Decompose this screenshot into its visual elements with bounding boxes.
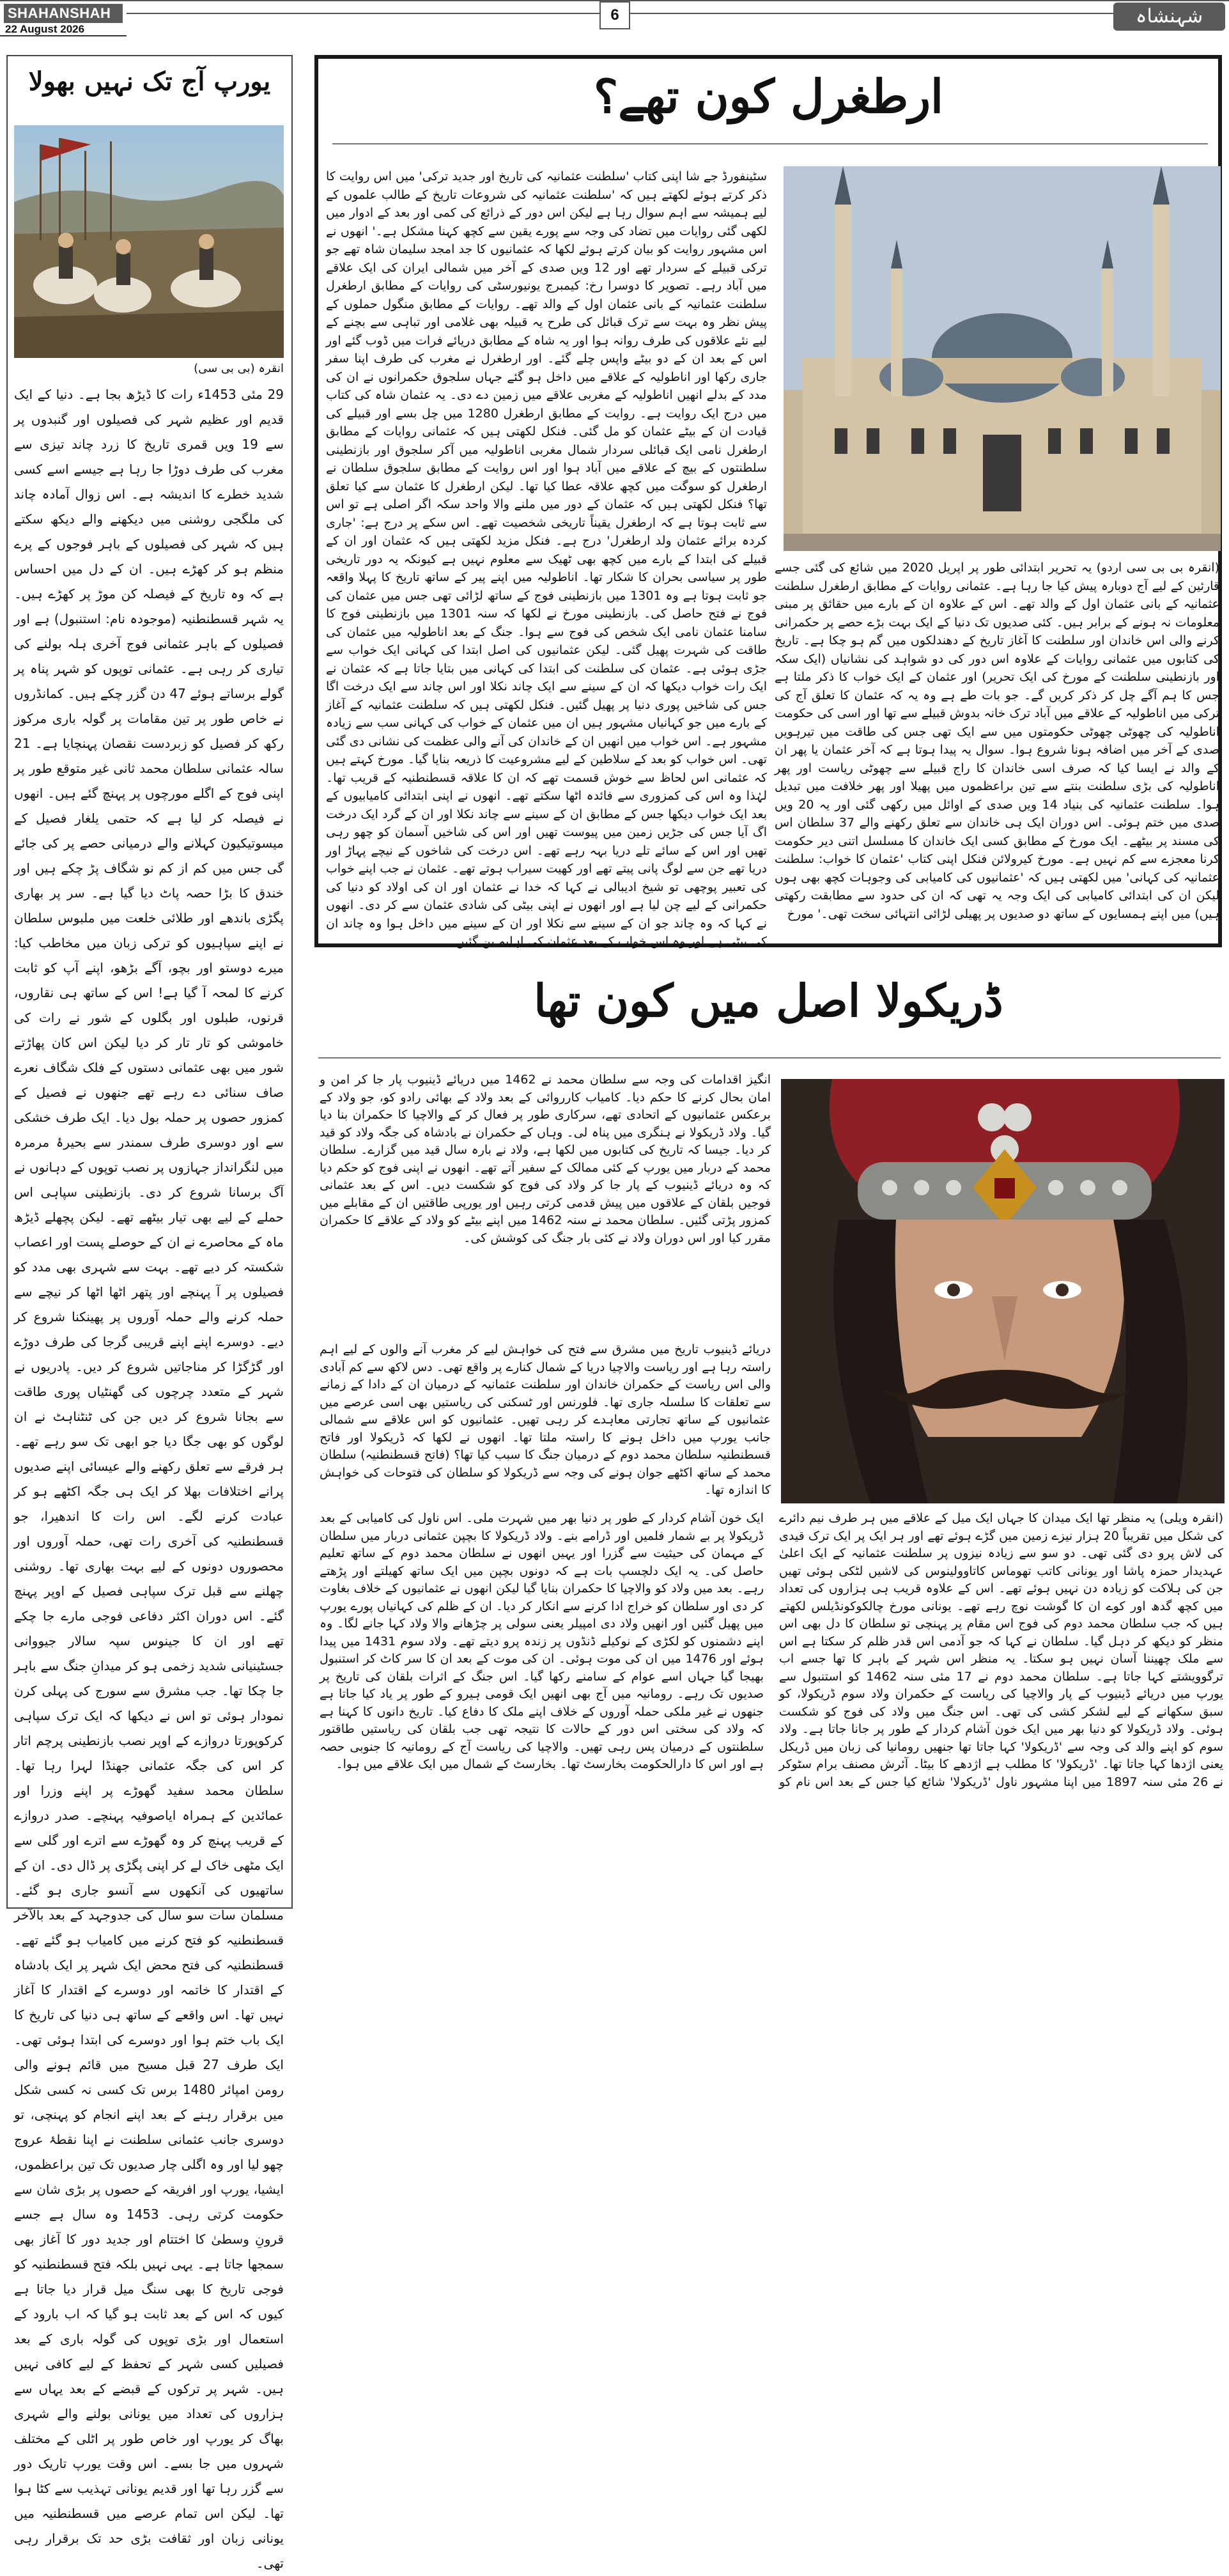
vlad-portrait-illustration: [781, 1079, 1225, 1503]
article2-body-middle: دریائے ڈینیوب تاریخ میں مشرق سے فتح کی خواہش لیے کر مغرب آنے والوں کے لیے اہم راستہ رہا ہے اور ریاست والاچیا دریا کے شمال کنارے پر واقع تھی۔ دس لاکھ سے کم آبادی والی اس ریاست کے حکمران خاندان اور سلطنت عثمانیہ کے درمیان ان کے دادا کے زمانے سے تعلقات کا سلسلہ جاری تھا۔ فلورنس اور ٹسکنی کی ریاستیں بھی اسی عرصے میں عثمانیوں کے ساتھ تجارتی معاہدے کر رہی تھیں۔ عثمانیوں کو اس علاقے سے شمالی جانب یورپ میں داخل ہونے کا راستہ ملتا تھا۔ انھوں نے لکھا کہ ڈریکولا اور فاتح قسطنطنیہ سلطان محمد دوم کے درمیان جنگ کا سبب کیا تھا؟ (فاتح قسطنطنیہ) سلطان محمد کے ساتھ اکٹھے جوان ہونے کی وجہ سے ڈریکولا کو سلطان کی فتوحات کی خواہش کا اندازہ تھا۔: [320, 1342, 771, 1497]
sidebar-article-body: 29 مئی 1453ء رات کا ڈیڑھ بجا ہے۔ دنیا کے ایک قدیم اور عظیم شہر کی فصیلوں اور گنبدوں پر سے 19 ویں قمری تاریخ کا زرد چاند تیزی سے مغرب کی طرف دوڑا جا رہا ہے جیسے اسے کسی شدید خطرے کا اندیشہ ہے۔ اس زوال آمادہ چاند کی ملگجی روشنی میں دیکھنے والے دیکھ سکتے ہیں کہ شہر کی فصیلوں کے باہر فوجوں کے پرے منظم ہو کر کھڑے ہیں۔ ان کے دل میں احساس ہے کہ وہ تاریخ کے فیصلہ کن موڑ پر کھڑے ہیں۔ یہ شہر قسطنطنیہ (موجودہ نام: استنبول) ہے اور فصیلوں کے باہر عثمانی فوج آخری ہلہ بولنے کی تیاری کر رہی ہے۔ عثمانی توپوں کو شہر پناہ پر گولے برساتے ہوئے 47 دن گزر چکے ہیں۔ کمانڈروں نے خاص طور پر تین مقامات پر گولہ باری مرکوز رکھ کر فصیل کو زبردست نقصان پہنچایا ہے۔ 21 سالہ عثمانی سلطان محمد ثانی غیر متوقع طور پر اپنی فوج کے اگلے مورچوں پر پہنچ گئے ہیں۔ انھوں نے فیصلہ کر لیا ہے کہ حتمی یلغار فصیل کے میسوتیکیون کہلانے والے درمیانی حصے پر کی جائے گی جس میں کم از کم نو شگاف پڑ چکے ہیں اور خندق کا بڑا حصہ پاٹ دیا گیا ہے۔ سر پر بھاری پگڑی باندھے اور طلائی خلعت میں ملبوس سلطان نے اپنے سپاہیوں کو ترکی زبان میں مخاطب کیا: میرے دوستو اور بچو، آگے بڑھو، اپنے آپ کو ثابت کرنے کا لمحہ آ گیا ہے! اس کے ساتھ ہی نقاروں، قرنوں، طبلوں اور بگلوں کے شور نے رات کی خاموشی کو تار تار کر دیا لیکن اس کان پھاڑتے شور میں بھی عثمانی دستوں کے فلک شگاف نعرے صاف سنائی دے رہے تھے جنھوں نے فصیل کے کمزور حصوں پر حملہ بول دیا۔ ایک طرف خشکی سے اور دوسری طرف سمندر سے بحیرۂ مرمرہ میں لنگرانداز جہازوں پر نصب توپوں کے دہانوں نے آگ برسانا شروع کر دی۔ بازنطینی سپاہی اس حملے کے لیے بھی تیار بیٹھے تھے۔ لیکن پچھلے ڈیڑھ ماہ کے محاصرے نے ان کے حوصلے پست اور اعصاب شکستہ کر دیے تھے۔ بہت سے شہری بھی مدد کو فصیلوں پر آ پہنچے اور پتھر اٹھا اٹھا کر نیچے سے حملہ کرنے والے حملہ آوروں پر پھینکنا شروع کر دیے۔ دوسرے اپنے اپنے قریبی گرجا کی طرف دوڑے اور گڑگڑا کر مناجاتیں شروع کر دیں۔ پادریوں نے شہر کے متعدد چرچوں کی گھنٹیاں پوری طاقت سے بجانا شروع کر دیں جن کی ٹنٹناہٹ نے ان لوگوں کو بھی جگا دیا جو ابھی تک سو رہے تھے۔ ہر فرقے سے تعلق رکھنے والے عیسائی اپنے صدیوں پرانے اختلافات بھلا کر ایک ہی جگہ اکٹھے ہو کر عبادت کرنے لگے۔ اس رات کا اندھیرا، جو قسطنطنیہ کی آخری رات تھی، حملہ آوروں اور محصوروں دونوں کے لیے بہت بھاری تھا۔ روشنی چھلنے سے قبل ترک سپاہی فصیل کے اوپر پہنچ گئے۔ اس دوران اکثر دفاعی فوجی مارے جا چکے تھے اور ان کا جینوس سپہ سالار جیووانی جسٹینیانی شدید زخمی ہو کر میدانِ جنگ سے باہر جا چکا تھا۔ جب مشرق سے سورج کی پہلی کرن نمودار ہوئی تو اس نے دیکھا کہ ایک ترک سپاہی کرکوپورتا دروازے کے اوپر نصب بازنطینی پرچم اتار کر اس کی جگہ عثمانی جھنڈا لہرا رہا تھا۔ سلطان محمد سفید گھوڑے پر اپنے وزرا اور عمائدین کے ہمراہ ایاصوفیہ پہنچے۔ صدر دروازے کے قریب پہنچ کر وہ گھوڑے سے اترے اور گلی سے ایک مٹھی خاک لے کر اپنی پگڑی پر ڈال دی۔ ان کے ساتھیوں کی آنکھوں سے آنسو جاری ہو گئے۔ مسلمان سات سو سال کی جدوجہد کے بعد بالآخر قسطنطنیہ کو فتح کرنے میں کامیاب ہو گئے تھے۔ قسطنطنیہ کی فتح محض ایک شہر پر ایک بادشاہ کے اقتدار کا خاتمہ اور دوسرے کے اقتدار کا آغاز نہیں تھا۔ اس واقعے کے ساتھ ہی دنیا کی تاریخ کا ایک باب ختم ہوا اور دوسرے کی ابتدا ہوئی تھی۔ ایک طرف 27 قبل مسیح میں قائم ہونے والی رومن امپائر 1480 برس تک کسی نہ کسی شکل میں برقرار رہنے کے بعد اپنے انجام کو پہنچی، تو دوسری جانب عثمانی سلطنت نے اپنا نقطۂ عروج چھو لیا اور وہ اگلی چار صدیوں تک تین براعظموں، ایشیا، یورپ اور افریقہ کے حصوں پر بڑی شان سے حکومت کرتی رہی۔ 1453 وہ سال ہے جسے قرونِ وسطیٰ کا اختتام اور جدید دور کا آغاز بھی سمجھا جاتا ہے۔ یہی نہیں بلکہ فتح قسطنطنیہ کو فوجی تاریخ کا بھی سنگ میل قرار دیا جاتا ہے کیوں کہ اس کے بعد ثابت ہو گیا کہ اب بارود کے استعمال اور بڑی توپوں کی گولہ باری کے بعد فصیلیں کسی شہر کے تحفظ کے لیے کافی نہیں ہیں۔ شہر پر ترکوں کے قبضے کے بعد یہاں سے ہزاروں کی تعداد میں یونانی بولنے والے شہری بھاگ کر یورپ اور خاص طور پر اٹلی کے مختلف شہروں میں جا بسے۔ اس وقت یورپ تاریک دور سے گزر رہا تھا اور قدیم یونانی تہذیب سے کٹا ہوا تھا۔ لیکن اس تمام عرصے میں قسطنطنیہ میں یونانی زبان اور ثقافت بڑی حد تک برقرار رہی تھی۔: [14, 387, 284, 2571]
masthead-urdu: شہنشاہ: [1135, 5, 1203, 27]
mosque-illustration: [784, 166, 1221, 551]
article1-column-left: سٹینفورڈ جے شا اپنی کتاب 'سلطنت عثمانیہ کی تاریخ اور جدید ترکی' میں اس روایت کا ذکر کرتے ہوئے لکھتے ہیں کہ 'سلطنت عثمانیہ کی شروعات تاریخ کے طالب علموں کے لیے ہمیشہ سے اہم سوال رہا ہے لیکن اس دور کے ذرائع کی کمی اور بعد کے ادوار میں لکھی گئی روایات میں تضاد کی وجہ سے پورے یقین سے کچھ کہنا مشکل ہے۔' انھوں نے اس مشہور روایت کو بیان کرتے ہوئے لکھا کہ عثمانیوں کا جد امجد سلیمان شاہ تھے جو ترکی قبیلے کے سردار تھے اور 12 ویں صدی کے آخر میں شمالی ایران کی ایک علاقے میں آباد رہے۔ تصویر کا دوسرا رخ: کیمبرج یونیورسٹی کی روایات کے مطابق ارطغرل سلطنت عثمانیہ کے بانی عثمان اول کے والد تھے۔ روایات کے مطابق منگول حملوں کے پیش نظر وہ بہت سے ترک قبائل کی طرح یہ قبیلہ بھی غلامی اور تباہی سے بچنے کے لیے نئے علاقوں کی طرف روانہ ہوا اور یہ شاہ کے مطابق دریائے فرات میں ڈوب گئے اور اس کے بعد ان کے دو بیٹے واپس چلے گئے۔ اور ارطغرل نے مغرب کی طرف اپنا سفر جاری رکھا اور اناطولیہ کے علاقے میں داخل ہو گئے جہاں سلجوق حکمرانوں نے ان کی مدد کے بدلے انھیں اناطولیہ کے مغربی علاقے میں زمین دے دی۔ یہ عثمان شاہ کی کتاب میں درج ایک روایت ہے۔ روایت کے مطابق ارطغرل 1280 میں چل بسے اور قبیلے کی قیادت ان کے بیٹے عثمان کو مل گئی۔ فنکل لکھتی ہیں کہ عثمانی روایات کے مطابق ارطغرل نامی ایک قبائلی سردار شمال مغربی اناطولیہ میں آکر سلجوق اور بازنطینی سلطنتوں کے بیچ کے علاقے میں آباد ہوا اور اس روایت کے مطابق سلجوق سلطان نے ارطغرل کو سوگت میں کچھ علاقہ عطا کیا تھا۔ لیکن ارطغرل کا عثمان سے کیا تعلق تھا؟ فنکل لکھتی ہیں کہ عثمان کے دور میں ملنے والا واحد سکہ اگر اصلی ہے تو اس سے ثابت ہوتا ہے کہ ارطغرل یقیناً تاریخی شخصیت تھے۔ اس سکے پر درج ہے: 'جاری کردہ برائے عثمان ولد ارطغرل' درج ہے۔ فنکل مزید لکھتی ہیں کہ عثمان اور ان کے قبیلے کی ابتدا کے بارے میں کچھ بھی ٹھیک سے معلوم نہیں ہے کیونکہ یہ دور تاریخی طور پر سیاسی بحران کا شکار تھا۔ اناطولیہ میں اپنے پیر کے ساتھ تاریخ کا پہلا واقعہ جو ثابت ہوتا ہے وہ 1301 میں بازنطینی فوج کے ساتھ لڑائی تھی جس میں عثمان کی فوج نے فتح حاصل کی۔ بازنطینی مورخ نے لکھا کہ سنہ 1301 میں بازنطینی فوج کا سامنا عثمان نامی ایک شخص کی فوج سے ہوا۔ جنگ کے بعد اناطولیہ میں عثمان کی طاقت کی شہرت پھیل گئی۔ لیکن عثمانیوں کی اصل ابتدا کی کہانی ایک خواب سے جڑی ہوئی ہے۔ عثمان کی سلطنت کی ابتدا کی کہانی میں بتایا جاتا ہے کہ عثمان نے ایک رات خواب دیکھا کہ ان کے سینے سے ایک چاند نکلا اور اس چاند سے ایک درخت اگا جس کی شاخیں پوری دنیا پر پھیل گئیں۔ فنکل لکھتی ہیں کہ سلطنت عثمانیہ کے آغاز کے بارے میں جو کہانیاں مشہور ہیں ان میں عثمان کے خواب کی کہانی سب سے زیادہ مشہور ہے۔ اس خواب میں انھیں ان کے خاندان کی آنے والی عظمت کی نشانی دی گئی تھی۔ اس خواب کو بعد کے سلاطین کے لیے مشروعیت کا ذریعہ بنایا گیا۔ مورخ کہتے ہیں کہ عثمانی اس لحاظ سے خوش قسمت تھے کہ ان کا علاقہ قسطنطنیہ کے قریب تھا۔ لہٰذا وہ اس کی کمزوری سے فائدہ اٹھا سکتے تھے۔ انھوں نے اپنی ابتدائی کامیابیوں کے بعد ایک خواب دیکھا جس کے مطابق ان کے سینے سے چاند نکلا اور ان کے گرد ایک درخت اگ آیا جس کی جڑیں زمین میں پیوست تھیں اور اس کی شاخیں آسمان کو چھو رہی تھیں اور اس کے سائے تلے دریا بہہ رہے تھے۔ اس درخت کی شاخوں کے نیچے پہاڑ اور دریا تھے جن سے لوگ پانی پیتے تھے اور کھیت سیراب ہوتے تھے۔ عثمان نے جب اپنے خواب کی تعبیر پوچھی تو شیخ ادیبالی نے کہا کہ خدا نے عثمان اور ان کی اولاد کو دنیا کی حکمرانی کے لیے چن لیا ہے اور انھوں نے اپنی بیٹی کی شادی عثمان سے کر دی۔ انھوں نے کہا کہ وہ چاند جو ان کے سینے سے نکلا اور ان کے سینے میں داخل ہوا وہ چاند ان کی بیٹی ہے اور وہ اس خواب کے بعد عثمان کی اہلیہ بن گئیں۔: [326, 169, 768, 949]
article1-headline: ارطغرل کون تھے؟: [594, 69, 943, 123]
header-rule-left: [127, 13, 599, 14]
header-rule-right: [630, 13, 1113, 14]
date-underline: [0, 35, 127, 36]
sidebar-headline: یورپ آج تک نہیں بھولا: [28, 66, 271, 97]
masthead-english: SHAHANSHAH: [4, 4, 123, 23]
issue-date: 22 August 2026: [5, 23, 85, 35]
article2-body-lower: (انقرہ ویلی) یہ منظر تھا ایک میدان کا جہاں ایک میل کے علاقے میں ہر طرف نیم دائرے کی شکل میں تقریباً 20 ہزار نیزے زمین میں گڑے ہوئے تھے اور ہر ایک پر ایک ترک قیدی کی لاش پرو دی گئی تھی۔ دو سو سے زیادہ نیزوں پر سلطنت عثمانیہ کے ایک اعلیٰ عہدیدار حمزہ پاشا اور یونانی کاتب تھوماس کاتاوولینوس کی لاشیں لٹکی ہوئی تھیں جن کی ہلاکت کو زیادہ دن نہیں ہوئے تھے۔ اس کے علاوہ قریب ہی ہزاروں کی تعداد میں کچھ گدھ اور کوے ان کا گوشت نوچ رہے تھے۔ یونانی مورخ چالکوکونڈیلس لکھتے ہیں کہ جب سلطان محمد دوم کی فوج اس مقام پر پہنچی تو سلطان کا دل بھی اس منظر کو دیکھ کر دہل گیا۔ سلطان نے کہا کہ جو آدمی اس قدر ظلم کر سکتا ہے اس سے ملک چھیننا آسان نہیں ہو سکتا۔ یہ منظر اس شہر کے باہر کا تھا جسے اب ترگوویشتے کہا جاتا ہے۔ سلطان محمد دوم نے 17 مئی سنہ 1462 کو استنبول سے یورپ میں دریائے ڈینیوب کے پار والاچیا کی ریاست کے حکمران ولاد سوم ڈریکولا، کو سبق سکھانے کے لیے لشکر کشی کی تھی۔ اس جنگ میں ولاد کی فوج کو شکست ہوئی۔ ولاد ڈریکولا کو دنیا بھر میں ایک خون آشام کردار کے طور پر جانا جاتا ہے۔ ولاد سوم کو اپنے والد کی وجہ سے 'ڈریکولا' کہا جاتا تھا جنھیں رومانیا کی زبان میں ڈریکل یعنی اژدھا کہا جاتا تھا۔ 'ڈریکولا' کا مطلب ہے اژدھے کا بیٹا۔ آئرش مصنف برام سٹوکر نے 26 مئی سنہ 1897 میں اپنا مشہور ناول 'ڈریکولا' شائع کیا جس کے بعد اس نام کو ایک خون آشام کردار کے طور پر دنیا بھر میں شہرت ملی۔ اس ناول کی کامیابی کے بعد ڈریکولا پر بے شمار فلمیں اور ڈرامے بنے۔ ولاد ڈریکولا کا بچپن عثمانی دربار میں سلطان کے مہمان کی حیثیت سے گزرا اور یہیں انھوں نے سلطان محمد دوم کے ساتھ تعلیم حاصل کی۔ یہ ایک دلچسپ بات ہے کہ دونوں بچپن میں ایک ساتھ کھیلتے اور پڑھتے رہے۔ بعد میں ولاد کو والاچیا کا حکمران بنایا گیا لیکن انھوں نے عثمانیوں کے خلاف بغاوت کر دی اور سلطان کو خراج ادا کرنے سے انکار کر دیا۔ ان کے ظلم کی کہانیاں پورے یورپ میں پھیل گئیں اور انھیں ولاد دی امپیلر یعنی سولی پر چڑھانے والا ولاد کہا جانے لگا۔ وہ اپنے دشمنوں کو لکڑی کے نوکیلے ڈنڈوں پر زندہ پرو دیتے تھے۔ ولاد سوم 1431 میں پیدا ہوئے اور 1476 میں ان کی موت ہوئی۔ ان کی موت کے بعد ان کا سر کاٹ کر استنبول بھیجا گیا جہاں اسے عوام کے سامنے رکھا گیا۔ اس جنگ کے اثرات بلقان کی تاریخ پر صدیوں تک رہے۔ رومانیہ میں آج بھی انھیں ایک قومی ہیرو کے طور پر یاد کیا جاتا ہے جنھوں نے غیر ملکی حملہ آوروں کے خلاف اپنے ملک کا دفاع کیا۔ تاریخ دانوں کا کہنا ہے کہ ولاد کی سختی اس دور کے حالات کا نتیجہ تھی جب بلقان کی ریاستیں طاقتور سلطنتوں کے درمیان پس رہی تھیں۔ والاچیا کی ریاست آج کے رومانیہ کا جنوبی حصہ ہے اور اس کا دارالحکومت بخارسٹ تھا۔ بخارسٹ کے شمال میں ایک علاقے میں ہوا۔: [320, 1511, 1223, 1789]
vlad-portrait-photo: [781, 1079, 1225, 1503]
battle-painting-image: [14, 125, 284, 358]
article1-column-right: (انقرہ بی بی سی اردو) یہ تحریر ابتدائی طور پر اپریل 2020 میں شائع کی گئی جسے قارئین کے لیے آج دوبارہ پیش کیا جا رہا ہے۔ عثمانی روایات کے مطابق ارطغرل سلطنت عثمانیہ کے بانی عثمان اول کے والد تھے۔ اس کے علاوہ ان کے بارے میں حقائق پر مبنی معلومات نہ ہونے کے برابر ہیں۔ کئی صدیوں تک دنیا کے ایک بہت بڑے حصے پر حکمرانی کرنے والی اس خاندان اور سلطنت کا آغاز تاریخ کے دھندلکوں میں گم ہو چکا ہے۔ تاریخ کی کتابوں میں عثمانی روایات کے علاوہ اس دور کی دو شواہد کی نشانیاں (ایک سکہ اور بازنطینی سلطنت کے مورخ کی ایک تحریر) اور عثمان کے ایک خواب کا ذکر ملتا ہے جس کا ہم آگے چل کر ذکر کریں گے۔ جو بات طے ہے وہ یہ کہ عثمان کا تعلق آج کی ترکی میں اناطولیہ کے علاقے میں آباد ترک خانہ بدوش قبیلے سے تھا اور اسی کی حکومت اناطولیہ کی چھوٹی چھوٹی حکومتوں میں سے ایک تھی جس کی طاقت میں تیرہویں صدی کے آخر میں اضافہ ہونا شروع ہوا۔ سوال یہ پیدا ہوتا ہے کہ آخر عثمان یا پھر ان کے والد نے ایسا کیا کہ صرف اسی خاندان کا راج قبیلے سے چھوٹی ریاست اور پھر اناطولیہ کی بڑی سلطنت بنتے سے تین براعظموں میں پھیلا اور پھر خلافت میں تبدیل ہوا۔ سلطنت عثمانیہ کی بنیاد 14 ویں صدی کے اوائل میں رکھی گئی اور یہ 20 ویں صدی میں ختم ہوئی۔ اس دوران ایک ہی خاندان سے تعلق رکھنے والے 37 سلطان اس کی مسند پر بیٹھے۔ ایک مورخ کے مطابق کسی ایک خاندان کا مسلسل اتنی دیر حکومت کرنا معجزے سے کم نہیں ہے۔ مورخ کیرولائن فنکل اپنی کتاب 'عثمان کا خواب: سلطنت عثمانیہ کی کہانی' میں لکھتی ہیں کہ 'عثمانیوں کی کامیابی کی وجوہات کچھ بھی ہوں لیکن ان کی ابتدائی کامیابی کی ایک وجہ یہ تھی کہ ان کی حدود سے مطابقت رکھتی ہیں) میں اپنے ہمسایوں کے ساتھ دو صدیوں پر پھیلی لڑائی انتہائی سخت تھی۔' مورخ: [775, 561, 1219, 921]
page-number: 6: [599, 1, 630, 29]
article2-headline: ڈریکولا اصل میں کون تھا: [534, 974, 1003, 1027]
article2-body-upper: انگیز اقدامات کی وجہ سے سلطان محمد نے 1462 میں دریائے ڈینیوب پار جا کر امن و امان بحال کرنے کا حکم دیا۔ کامیاب کارروائی کے بعد ولاد کے بھائی رادو کو، جو ولاد کے برعکس عثمانیوں کے اتحادی تھے، سرکاری طور پر فعال کر کے والاچیا کا حکمران بنا دیا گیا۔ ولاد ڈریکولا نے ہنگری میں پناہ لی۔ وہاں کے حکمران نے بادشاہ کی جگہ ولاد کو قید کر دیا۔ جیسا کہ تاریخ کی کتابوں میں لکھا ہے، ولاد نے بارہ سال قید میں گزارے۔ سلطان محمد کے دربار میں یورپ کے کئی ممالک کے سفیر آتے تھے۔ انھوں نے اپنی فوج کو حکم دیا کہ وہ دریائے ڈینیوب کے پار جا کر ولاد کی فوج کو شکست دیں۔ اس کے بعد عثمانی فوجیں بلقان کے علاقوں میں پیش قدمی کرتی رہیں اور یورپی طاقتیں ان کے مقابلے میں کمزور پڑتی گئیں۔ سلطان محمد نے سنہ 1462 میں اپنے بیٹے کو ولاد کے علاقے کا حکمران مقرر کیا اور اس دوران ولاد نے کئی بار جنگ کی کوشش کی۔: [320, 1073, 771, 1245]
article1-title-rule: [332, 143, 1208, 144]
battle-painting-illustration: [14, 125, 284, 358]
article2-title-rule: [318, 1057, 1221, 1059]
mosque-photo: [784, 166, 1221, 551]
sidebar-dateline: انقرہ (بی بی سی): [194, 362, 284, 375]
